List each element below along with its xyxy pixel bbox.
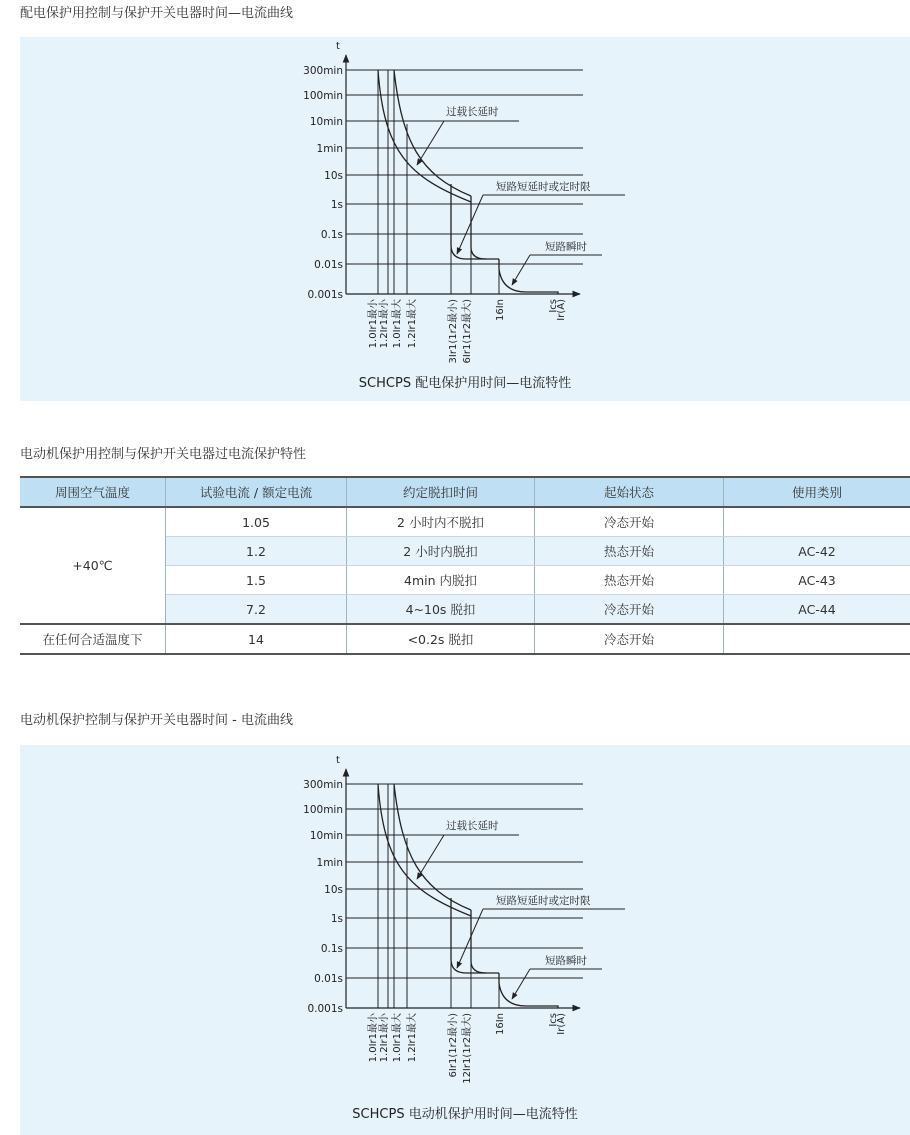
x-axis-label: Ir(A): [556, 1013, 567, 1035]
y-tick-label: 100min: [303, 90, 343, 102]
x-tick-label: 1.2Ir1最大: [407, 1013, 418, 1063]
cell-time: 2 小时内不脱扣: [347, 507, 535, 537]
cell-current: 14: [166, 624, 347, 654]
overload-curve-upper: [394, 784, 471, 910]
annotation-arrow: [417, 835, 444, 879]
x-tick-label: 12Ir1(1r2最大): [462, 1013, 473, 1084]
y-axis-label: t: [336, 41, 340, 52]
motor-time-current-chart: [290, 751, 630, 1084]
x-tick-label: 1.0Ir1最小: [368, 1013, 379, 1063]
x-tick-label: 1.0Ir1最小: [368, 299, 379, 349]
annotation-overload: 过载长延时: [446, 820, 499, 832]
y-tick-label: 1s: [330, 913, 343, 925]
cell-time: <0.2s 脱扣: [347, 624, 535, 654]
annotation-overload: 过载长延时: [446, 106, 499, 118]
cell-current: 1.2: [166, 537, 347, 566]
y-axis-label: t: [336, 755, 340, 766]
cell-category: AC-42: [724, 537, 910, 566]
overload-curve-upper: [394, 70, 471, 196]
x-tick-label: 1.2Ir1最大: [407, 299, 418, 349]
distribution-time-current-chart: [290, 37, 630, 364]
annotation-short-delay: 短路短延时或定时限: [496, 895, 591, 907]
x-tick-label: 16In: [495, 1013, 506, 1036]
y-tick-label: 10min: [309, 830, 343, 842]
cell-temperature: 在任何合适温度下: [20, 624, 166, 654]
section-title-distribution-curve: 配电保护用控制与保护开关电器时间—电流曲线: [20, 6, 294, 21]
col-header: 约定脱扣时间: [347, 477, 535, 507]
overcurrent-protection-table: [20, 476, 910, 655]
col-header: 起始状态: [535, 477, 724, 507]
x-tick-label: 16In: [495, 299, 506, 322]
cell-state: 冷态开始: [535, 624, 724, 654]
annotation-arrow: [417, 121, 444, 165]
y-tick-label: 0.001s: [307, 289, 343, 301]
annotation-instantaneous: 短路瞬时: [545, 241, 587, 253]
x-tick-label: Ics: [548, 299, 559, 313]
y-tick-label: 0.1s: [320, 943, 343, 955]
cell-state: 冷态开始: [535, 507, 724, 537]
cell-category: AC-43: [724, 566, 910, 595]
cell-state: 热态开始: [535, 566, 724, 595]
annotation-short-delay: 短路短延时或定时限: [496, 181, 591, 193]
cell-time: 4min 内脱扣: [347, 566, 535, 595]
y-tick-label: 300min: [303, 779, 343, 791]
y-tick-label: 10min: [309, 116, 343, 128]
x-axis-label: Ir(A): [556, 299, 567, 321]
annotation-arrow: [512, 255, 530, 285]
distribution-curve-panel: [20, 37, 910, 401]
motor-curve-panel: [20, 745, 910, 1135]
y-tick-label: 100min: [303, 804, 343, 816]
x-tick-label: 6Ir1(1r2最小): [448, 1013, 459, 1078]
overload-curve-lower: [378, 784, 471, 916]
cell-time: 4~10s 脱扣: [347, 595, 535, 625]
chart-caption: SCHCPS 电动机保护用时间—电流特性: [352, 1107, 578, 1122]
col-header: 周围空气温度: [20, 477, 166, 507]
y-tick-label: 10s: [324, 884, 343, 896]
col-header: 使用类别: [791, 485, 842, 500]
y-tick-label: 0.01s: [314, 259, 343, 271]
y-tick-label: 10s: [324, 170, 343, 182]
x-tick-label: 6Ir1(1r2最大): [462, 299, 473, 364]
cell-category: [724, 624, 910, 654]
cell-current: 7.2: [166, 595, 347, 625]
x-tick-label: Ics: [548, 1013, 559, 1027]
y-tick-label: 0.01s: [314, 973, 343, 985]
cell-temperature: +40℃: [20, 507, 166, 624]
table-header-row: [20, 477, 910, 507]
cell-current: 1.05: [166, 507, 347, 537]
y-tick-label: 1min: [316, 857, 343, 869]
y-tick-label: 1min: [316, 143, 343, 155]
section-title-motor-curve: 电动机保护控制与保护开关电器时间 - 电流曲线: [20, 713, 293, 728]
cell-state: 冷态开始: [535, 595, 724, 625]
y-tick-label: 300min: [303, 65, 343, 77]
annotation-instantaneous: 短路瞬时: [545, 955, 587, 967]
table-row: [20, 624, 910, 654]
overload-curve-lower: [378, 70, 471, 202]
section-title-motor-overcurrent: 电动机保护用控制与保护开关电器过电流保护特性: [20, 447, 307, 462]
cell-time: 2 小时内脱扣: [347, 537, 535, 566]
y-tick-label: 1s: [330, 199, 343, 211]
col-header: 试验电流 / 额定电流: [166, 477, 347, 507]
x-tick-label: 1.2Ir1最小: [379, 1013, 390, 1063]
y-tick-label: 0.1s: [320, 229, 343, 241]
cell-state: 热态开始: [535, 537, 724, 566]
annotation-arrow: [512, 969, 530, 999]
x-tick-label: 1.2Ir1最小: [379, 299, 390, 349]
cell-category: [724, 507, 910, 537]
y-tick-label: 0.001s: [307, 1003, 343, 1015]
chart-caption: SCHCPS 配电保护用时间—电流特性: [358, 376, 572, 391]
table-row: [20, 507, 910, 537]
cell-category: AC-44: [724, 595, 910, 625]
x-tick-label: 3Ir1(1r2最小): [448, 299, 459, 364]
x-tick-label: 1.0Ir1最大: [392, 299, 403, 349]
cell-current: 1.5: [166, 566, 347, 595]
x-tick-label: 1.0Ir1最大: [392, 1013, 403, 1063]
